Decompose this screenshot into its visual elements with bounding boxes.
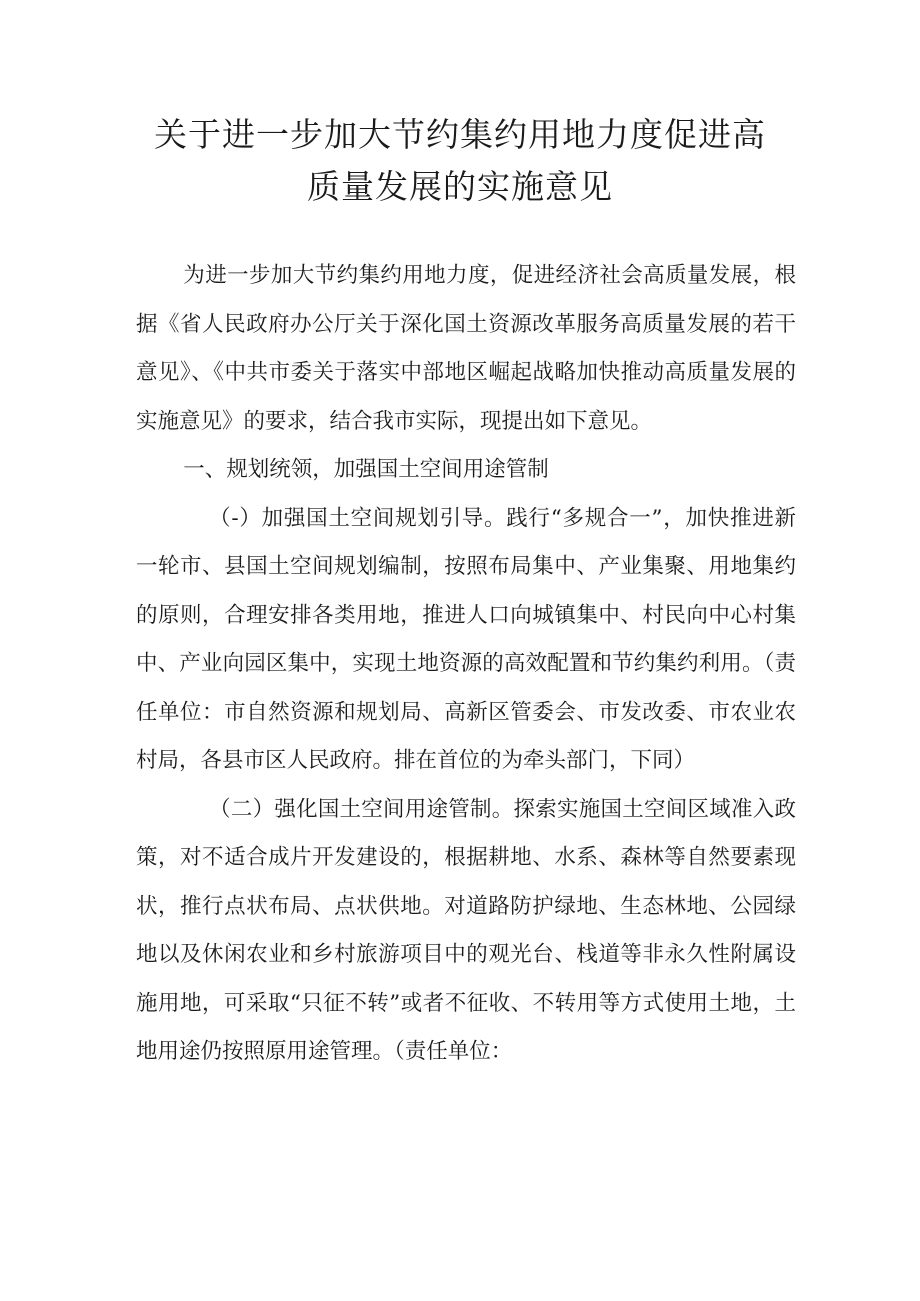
section-heading-1: 一、规划统领，加强国土空间用途管制 (183, 457, 549, 482)
document-title-line-2: 质量发展的实施意见 (307, 167, 613, 206)
clause-1-paragraph: （-）加强国土空间规划引导。践行“多规合一”，加快推进新一轮市、县国土空间规划编制，按照布局集中、产业集聚、用地集约的原则，合理安排各类用地，推进人口向城镇集中、村民向中心村集中、产业向园区集中，实现土地资源的高效配置和节约集约利用。（责任单位：市自然资源和规划局、高新区管委会、市发改委、市农业农村局，各县市区人民政府。排在首位的为牵头部门，下同） (136, 505, 796, 773)
document-title-line-1: 关于进一步加大节约集约用地力度促进高 (154, 115, 766, 154)
intro-paragraph: 为进一步加大节约集约用地力度，促进经济社会高质量发展，根据《省人民政府办公厅关于深化国土资源改革服务高质量发展的若干意见》、《中共市委关于落实中部地区崛起战略加快推动高质量发展的实施意见》的要求，结合我市实际，现提出如下意见。 (136, 263, 796, 434)
document-body (136, 252, 796, 1077)
clause-2-paragraph: （二）强化国土空间用途管制。探索实施国土空间区域准入政策，对不适合成片开发建设的，根据耕地、水系、森林等自然要素现状，推行点状布局、点状供地。对道路防护绿地、生态林地、公园绿地以及休闲农业和乡村旅游项目中的观光台、栈道等非永久性附属设施用地，可采取“只征不转”或者不征收、不转用等方式使用土地，土地用途仍按照原用途管理。（责任单位： (136, 796, 796, 1064)
